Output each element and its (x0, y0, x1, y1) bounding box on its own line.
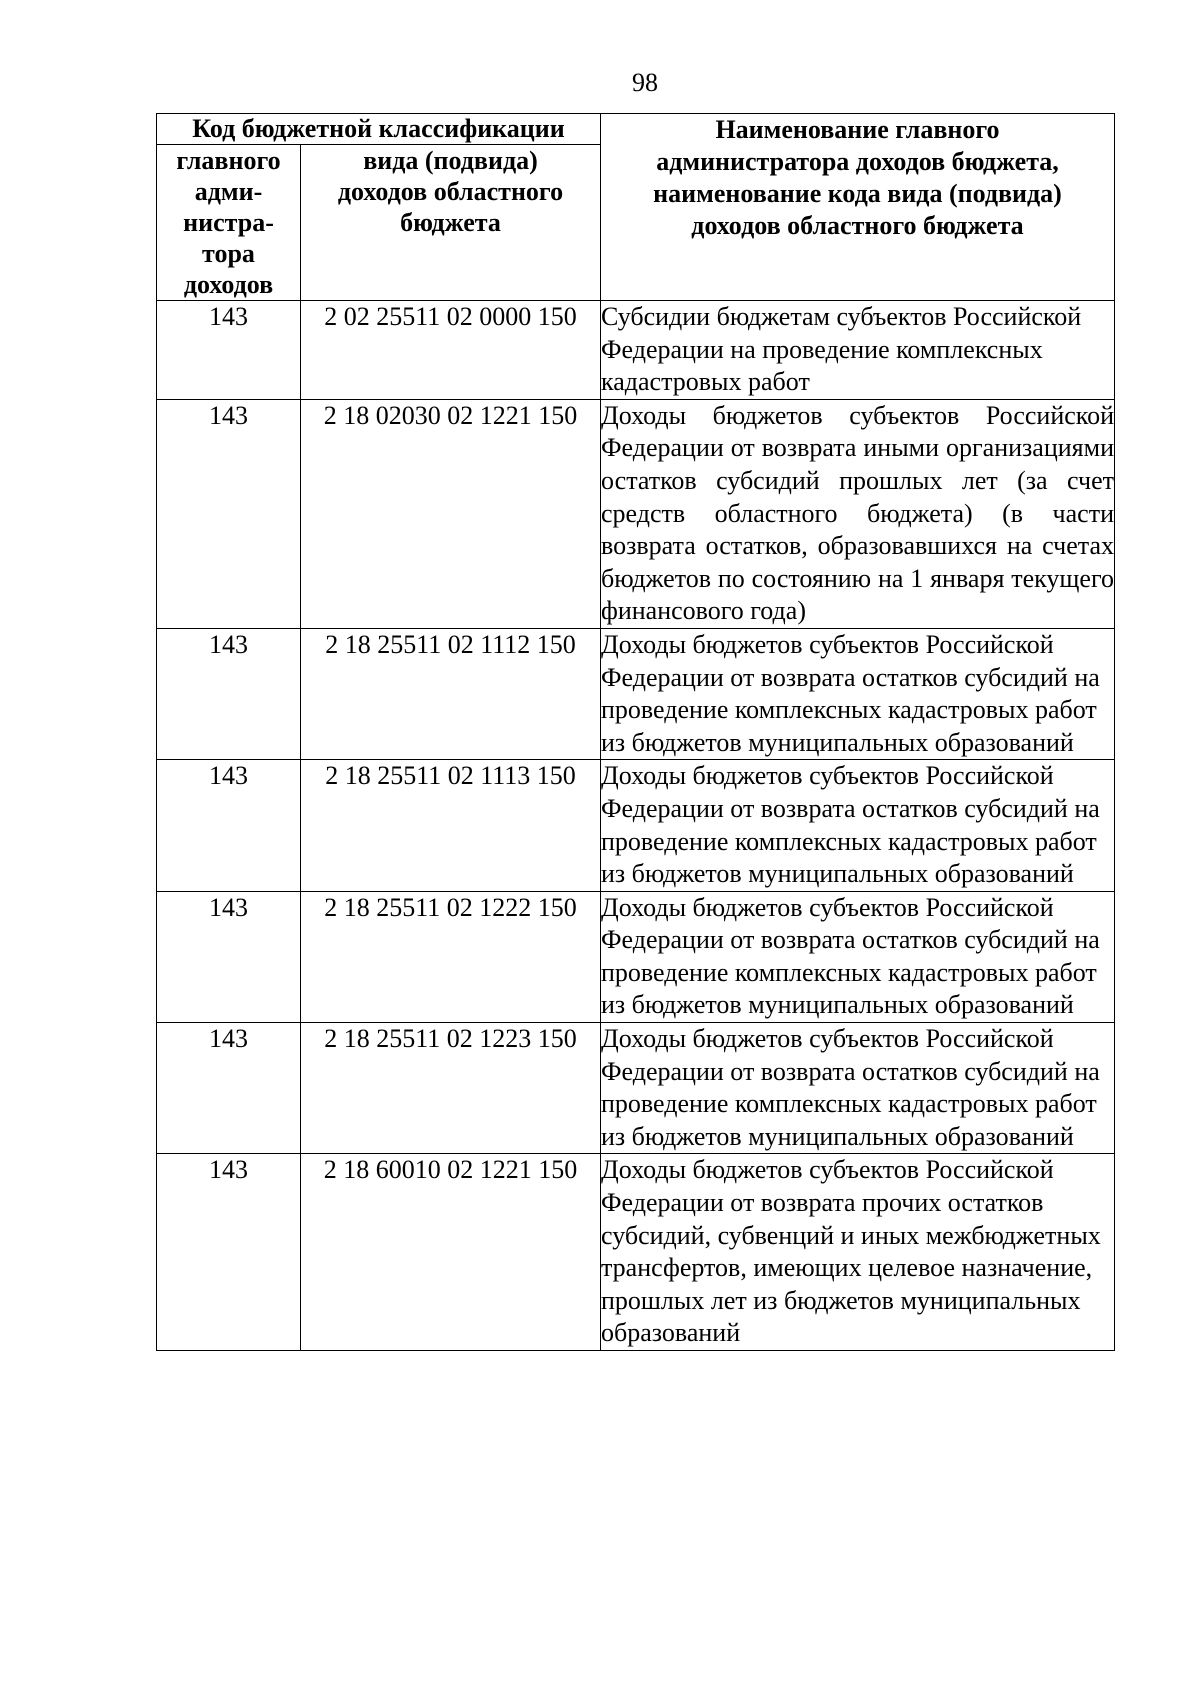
classification-code-cell: 2 18 60010 02 1221 150 (301, 1154, 601, 1351)
description-cell: Доходы бюджетов субъектов Российской Федерации от возврата иными организациями остатков субсидий прошлых лет (за счет средств областного бюджета) (в части возврата остатков, образовавшихся на счетах бюджетов по состоянию на 1 января текущего финансового года) (601, 399, 1115, 628)
classification-code-cell: 2 18 02030 02 1221 150 (301, 399, 601, 628)
budget-classification-table (156, 113, 1115, 1351)
header-admin-line: главного (176, 146, 281, 175)
header-name-line: администратора доходов бюджета, (656, 147, 1059, 176)
classification-code-cell: 2 02 25511 02 0000 150 (301, 301, 601, 400)
admin-code-cell: 143 (157, 1154, 301, 1351)
description-cell: Субсидии бюджетам субъектов Российской Федерации на проведение комплексных кадастровых работ (601, 301, 1115, 400)
header-admin-cell (157, 145, 301, 301)
table-row (157, 1023, 1115, 1154)
header-code-cell (301, 145, 601, 301)
description-cell: Доходы бюджетов субъектов Российской Федерации от возврата остатков субсидий на проведение комплексных кадастровых работ из бюджетов муниципальных образований (601, 1023, 1115, 1154)
admin-code-cell: 143 (157, 301, 301, 400)
header-name-line: наименование кода вида (подвида) (653, 179, 1062, 208)
header-admin-line: нистра- (183, 208, 274, 237)
description-cell: Доходы бюджетов субъектов Российской Федерации от возврата остатков субсидий на проведение комплексных кадастровых работ из бюджетов муниципальных образований (601, 628, 1115, 759)
header-admin-line: тора (202, 239, 255, 268)
admin-code-cell: 143 (157, 628, 301, 759)
table-row (157, 301, 1115, 400)
table-row (157, 891, 1115, 1022)
header-row-group (157, 114, 1115, 145)
header-code-line: доходов областного (337, 177, 564, 206)
admin-code-cell: 143 (157, 891, 301, 1022)
header-group-cell: Код бюджетной классификации (157, 114, 601, 145)
description-cell: Доходы бюджетов субъектов Российской Федерации от возврата остатков субсидий на проведение комплексных кадастровых работ из бюджетов муниципальных образований (601, 891, 1115, 1022)
header-admin-line: адми- (194, 177, 263, 206)
table-row (157, 1154, 1115, 1351)
header-code-line: бюджета (400, 208, 501, 237)
header-code-line: вида (подвида) (363, 146, 538, 175)
classification-code-cell: 2 18 25511 02 1113 150 (301, 760, 601, 891)
classification-code-cell: 2 18 25511 02 1112 150 (301, 628, 601, 759)
header-name-line: доходов областного бюджета (691, 211, 1024, 240)
table-row (157, 399, 1115, 628)
header-name-cell (601, 114, 1115, 301)
description-cell: Доходы бюджетов субъектов Российской Федерации от возврата остатков субсидий на проведение комплексных кадастровых работ из бюджетов муниципальных образований (601, 760, 1115, 891)
header-admin-line: доходов (183, 270, 274, 299)
header-name-line: Наименование главного (715, 115, 1000, 144)
admin-code-cell: 143 (157, 760, 301, 891)
admin-code-cell: 143 (157, 1023, 301, 1154)
page-number: 98 (632, 68, 658, 97)
table-row (157, 760, 1115, 891)
classification-code-cell: 2 18 25511 02 1223 150 (301, 1023, 601, 1154)
description-cell: Доходы бюджетов субъектов Российской Федерации от возврата прочих остатков субсидий, субвенций и иных межбюджетных трансфертов, имеющих целевое назначение, прошлых лет из бюджетов муниципальных образований (601, 1154, 1115, 1351)
admin-code-cell: 143 (157, 399, 301, 628)
classification-code-cell: 2 18 25511 02 1222 150 (301, 891, 601, 1022)
table-row (157, 628, 1115, 759)
